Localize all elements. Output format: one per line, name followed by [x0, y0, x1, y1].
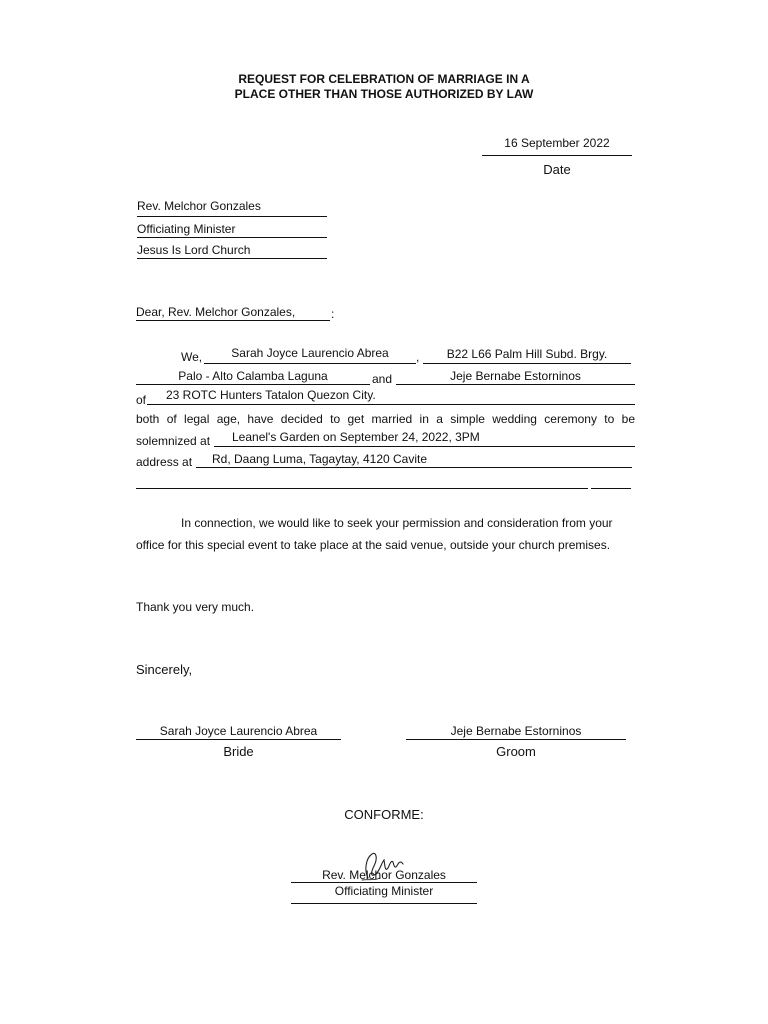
- recipient-name-underline: [137, 216, 327, 217]
- legal-age-text: both of legal age, have decided to get married in a simple wedding ceremony to be: [136, 412, 635, 426]
- we-label: We,: [181, 350, 203, 364]
- paragraph-line1: In connection, we would like to seek your permission and consideration from your: [181, 516, 613, 530]
- venue-address-field: Rd, Daang Luma, Tagaytay, 4120 Cavite: [212, 452, 428, 466]
- groom-signature-name: Jeje Bernabe Estorninos: [450, 724, 582, 738]
- of-label: of: [136, 393, 147, 407]
- bride-name-underline: [204, 363, 416, 364]
- groom-name-underline: [396, 384, 635, 385]
- minister-position: Officiating Minister: [334, 884, 434, 898]
- salutation-underline: [136, 320, 330, 321]
- minister-name-line: [291, 882, 477, 883]
- document-title-line2: PLACE OTHER THAN THOSE AUTHORIZED BY LAW: [234, 87, 534, 101]
- groom-address-field: 23 ROTC Hunters Tatalon Quezon City.: [166, 388, 376, 402]
- address-label: address at: [136, 455, 193, 469]
- date-underline: [482, 155, 632, 156]
- date-label: Date: [543, 162, 571, 177]
- venue-underline: [214, 446, 635, 447]
- recipient-organization-underline: [137, 258, 327, 259]
- venue-address-underline: [196, 467, 632, 468]
- conforme-label: CONFORME:: [344, 807, 424, 822]
- thanks-text: Thank you very much.: [136, 600, 255, 614]
- bride-signature-name: Sarah Joyce Laurencio Abrea: [159, 724, 318, 738]
- groom-name-field: Jeje Bernabe Estorninos: [450, 369, 581, 383]
- recipient-position: Officiating Minister: [137, 222, 236, 236]
- solemnized-label: solemnized at: [136, 434, 211, 448]
- bride-label: Bride: [223, 744, 254, 759]
- salutation: Dear, Rev. Melchor Gonzales,: [136, 305, 296, 319]
- closing-text: Sincerely,: [136, 662, 193, 677]
- salutation-colon: :: [331, 307, 335, 321]
- blank-line-short: [591, 488, 631, 489]
- bride-address-line2: Palo - Alto Calamba Laguna: [178, 369, 328, 383]
- date-value: 16 September 2022: [504, 136, 610, 150]
- recipient-position-underline: [137, 237, 327, 238]
- bride-address-line1-underline: [423, 363, 631, 364]
- recipient-organization: Jesus Is Lord Church: [137, 243, 251, 257]
- groom-signature-line: [406, 739, 626, 740]
- blank-line: [136, 488, 588, 489]
- document-title-line1: REQUEST FOR CELEBRATION OF MARRIAGE IN A: [238, 72, 530, 86]
- bride-address-line1: B22 L66 Palm Hill Subd. Brgy.: [446, 347, 608, 361]
- groom-label: Groom: [496, 744, 536, 759]
- minister-name: Rev. Melchor Gonzales: [322, 868, 446, 882]
- bride-signature-line: [136, 739, 341, 740]
- minister-position-line: [291, 903, 477, 904]
- venue-field: Leanel's Garden on September 24, 2022, 3PM: [232, 430, 480, 444]
- comma: ,: [416, 350, 420, 364]
- bride-address-line2-underline: [136, 384, 370, 385]
- paragraph-line2: office for this special event to take place at the said venue, outside your church premises.: [136, 538, 611, 552]
- recipient-name: Rev. Melchor Gonzales: [137, 199, 261, 213]
- bride-name-field: Sarah Joyce Laurencio Abrea: [231, 346, 389, 360]
- and-label: and: [372, 372, 393, 386]
- groom-address-underline: [147, 404, 635, 405]
